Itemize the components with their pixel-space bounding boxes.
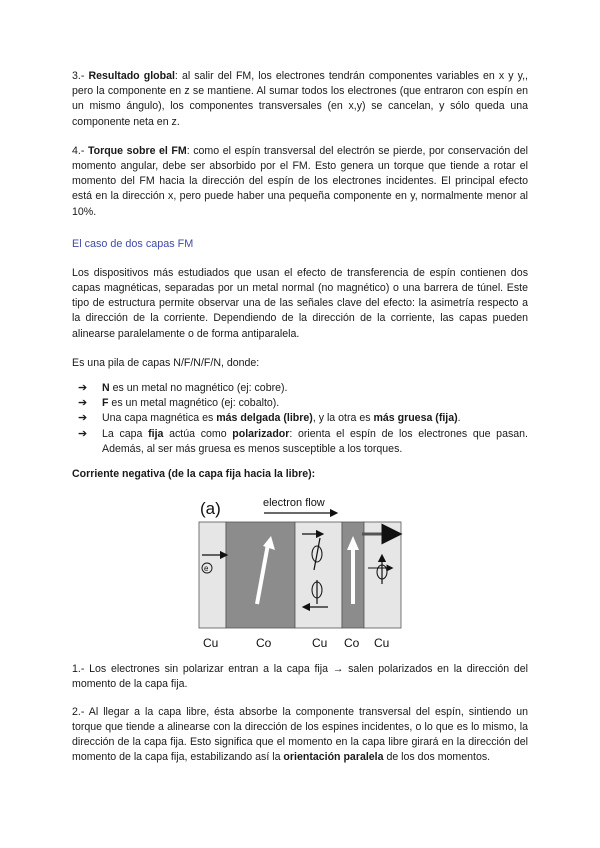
layer-label-cu: Cu: [312, 636, 328, 651]
figure-label: (a): [200, 499, 221, 519]
electron-label: e: [204, 564, 209, 574]
list-item: ➔ N es un metal no magnético (ej: cobre).: [78, 381, 528, 396]
layer-cu-2: [295, 522, 342, 628]
layer-label-co: Co: [256, 636, 272, 651]
electron-flow-label: electron flow: [263, 497, 325, 510]
subheading-negative-current: Corriente negativa (de la capa fija hacia la libre):: [72, 468, 316, 481]
layer-label-co: Co: [344, 636, 360, 651]
layer-cu-1: [199, 522, 226, 628]
section-title: El caso de dos capas FM: [72, 237, 194, 250]
item-number: 3.-: [72, 70, 89, 82]
bullet-list: [72, 381, 528, 457]
list-item: ➔ F es un metal magnético (ej: cobalto).: [78, 396, 528, 411]
list-item: ➔ Una capa magnética es más delgada (libre), y la otra es más gruesa (fija).: [78, 411, 528, 426]
item-number: 4.-: [72, 144, 88, 157]
paragraph-intro: Los dispositivos más estudiados que usan el efecto de transferencia de espín contienen dos capas magnéticas, separadas por un metal normal (no magnético) o una barrera de túnel. Este tipo de estructura permite observar una de las señales clave del efecto: la asimetría respecto a la dirección de la corriente. Dependiendo de la dirección de la corriente, las capas pueden alinearse paralelamente o de forma antiparalela.: [72, 266, 528, 340]
paragraph-step-1: 1.- Los electrones sin polarizar entran a la capa fija → salen polarizados en la dirección del momento de la capa fija.: [72, 663, 528, 691]
arrow-icon: ➔: [78, 397, 88, 410]
list-item: ➔ La capa fija actúa como polarizador: orienta el espín de los electrones que pasan. Además, al ser más gruesa es menos susceptible a los torques.: [78, 427, 528, 455]
document-page: [72, 69, 528, 765]
paragraph-text: : al salir del FM, los electrones tendrán componentes variables en x y y,, pero la componente en z se mantiene. Al sumar todos los electrones (que entraron con espín en un mismo ángulo), los componentes transversales (en x,y) se cancelan, y sólo queda una componente neta en z.: [72, 70, 528, 128]
arrow-icon: ➔: [78, 382, 88, 395]
spin-transfer-figure: [72, 492, 528, 652]
paragraph-step-2: 2.- Al llegar a la capa libre, ésta absorbe la componente transversal del espín, sintiendo un torque que tiende a alinearse con la dirección de los espines incidentes, o lo que es lo mismo, la dirección de la capa fija. Esto significa que el momento en la capa libre girará en la dirección del momento de la capa fija, estabilizando así la orientación paralela de los dos momentos.: [72, 705, 528, 764]
layer-label-cu: Cu: [374, 636, 390, 651]
figure-svg: [72, 492, 528, 652]
paragraph-resultado-global: [72, 69, 528, 130]
bold-term: Resultado global: [88, 70, 175, 82]
layer-label-cu: Cu: [203, 636, 219, 651]
paragraph-stack: Es una pila de capas N/F/N/F/N, donde:: [72, 356, 260, 369]
arrow-icon: ➔: [78, 427, 88, 440]
arrow-icon: ➔: [78, 412, 88, 425]
bold-term: Torque sobre el FM: [87, 144, 187, 157]
paragraph-text: : como el espín transversal del electrón se pierde, por conservación del momento angular, debe ser absorbido por el FM. Esto genera un torque que tiende a rotar el momento del FM hacia la dirección del espín de los electrones incidentes. El principal efecto está en la dirección x, pero puede haber una pequeña componente en y, normalmente menor al 10%.: [72, 144, 529, 218]
paragraph-torque: [72, 144, 528, 220]
